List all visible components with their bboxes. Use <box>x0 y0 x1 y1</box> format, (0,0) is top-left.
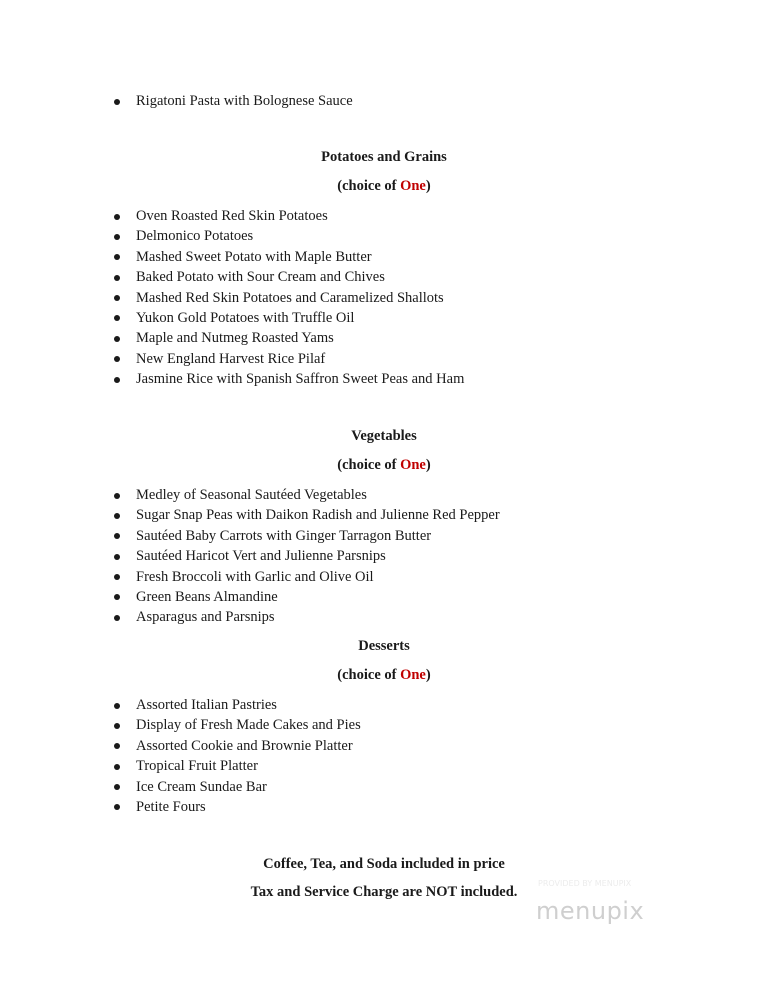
choice-highlight: One <box>400 667 426 683</box>
potatoes-list <box>112 206 712 390</box>
list-item: Tropical Fruit Platter <box>112 756 712 776</box>
list-item: Mashed Red Skin Potatoes and Caramelized Shallots <box>112 288 712 308</box>
menupix-watermark: menupix <box>536 897 645 925</box>
choice-suffix: ) <box>425 667 431 683</box>
list-item: New England Harvest Rice Pilaf <box>112 349 712 369</box>
choice-suffix: ) <box>425 178 431 194</box>
list-item: Assorted Cookie and Brownie Platter <box>112 736 712 756</box>
choice-highlight: One <box>400 178 426 194</box>
vegetables-heading: Vegetables <box>351 428 417 444</box>
vegetables-list <box>112 485 712 628</box>
choice-highlight: One <box>400 457 426 473</box>
vegetables-choice-note <box>0 455 768 475</box>
list-item: Jasmine Rice with Spanish Saffron Sweet Peas and Ham <box>112 369 712 389</box>
list-item: Assorted Italian Pastries <box>112 695 712 715</box>
tax-note: Tax and Service Charge are NOT included. <box>250 884 518 900</box>
list-item: Delmonico Potatoes <box>112 226 712 246</box>
list-item: Fresh Broccoli with Garlic and Olive Oil <box>112 567 712 587</box>
desserts-list <box>112 695 712 817</box>
potatoes-choice-note <box>0 176 768 196</box>
watermark-tag: PROVIDED BY MENUPIX <box>538 879 632 888</box>
desserts-heading: Desserts <box>358 638 410 654</box>
potatoes-heading: Potatoes and Grains <box>321 149 447 165</box>
list-item: Petite Fours <box>112 797 712 817</box>
list-item: Baked Potato with Sour Cream and Chives <box>112 267 712 287</box>
choice-prefix: (choice of <box>337 178 401 194</box>
choice-prefix: (choice of <box>337 667 401 683</box>
choice-prefix: (choice of <box>337 457 401 473</box>
list-item: Sautéed Baby Carrots with Ginger Tarragon Butter <box>112 526 712 546</box>
list-item: Rigatoni Pasta with Bolognese Sauce <box>112 91 712 111</box>
list-item: Sautéed Haricot Vert and Julienne Parsnips <box>112 546 712 566</box>
list-item: Yukon Gold Potatoes with Truffle Oil <box>112 308 712 328</box>
list-item: Medley of Seasonal Sautéed Vegetables <box>112 485 712 505</box>
list-item: Sugar Snap Peas with Daikon Radish and Julienne Red Pepper <box>112 505 712 525</box>
list-item: Asparagus and Parsnips <box>112 607 712 627</box>
choice-suffix: ) <box>425 457 431 473</box>
list-item: Maple and Nutmeg Roasted Yams <box>112 328 712 348</box>
list-item: Display of Fresh Made Cakes and Pies <box>112 715 712 735</box>
desserts-choice-note <box>0 665 768 685</box>
list-item: Ice Cream Sundae Bar <box>112 777 712 797</box>
list-item: Oven Roasted Red Skin Potatoes <box>112 206 712 226</box>
list-item: Mashed Sweet Potato with Maple Butter <box>112 247 712 267</box>
included-note: Coffee, Tea, and Soda included in price <box>263 856 505 872</box>
list-item: Green Beans Almandine <box>112 587 712 607</box>
top-list <box>112 91 712 111</box>
